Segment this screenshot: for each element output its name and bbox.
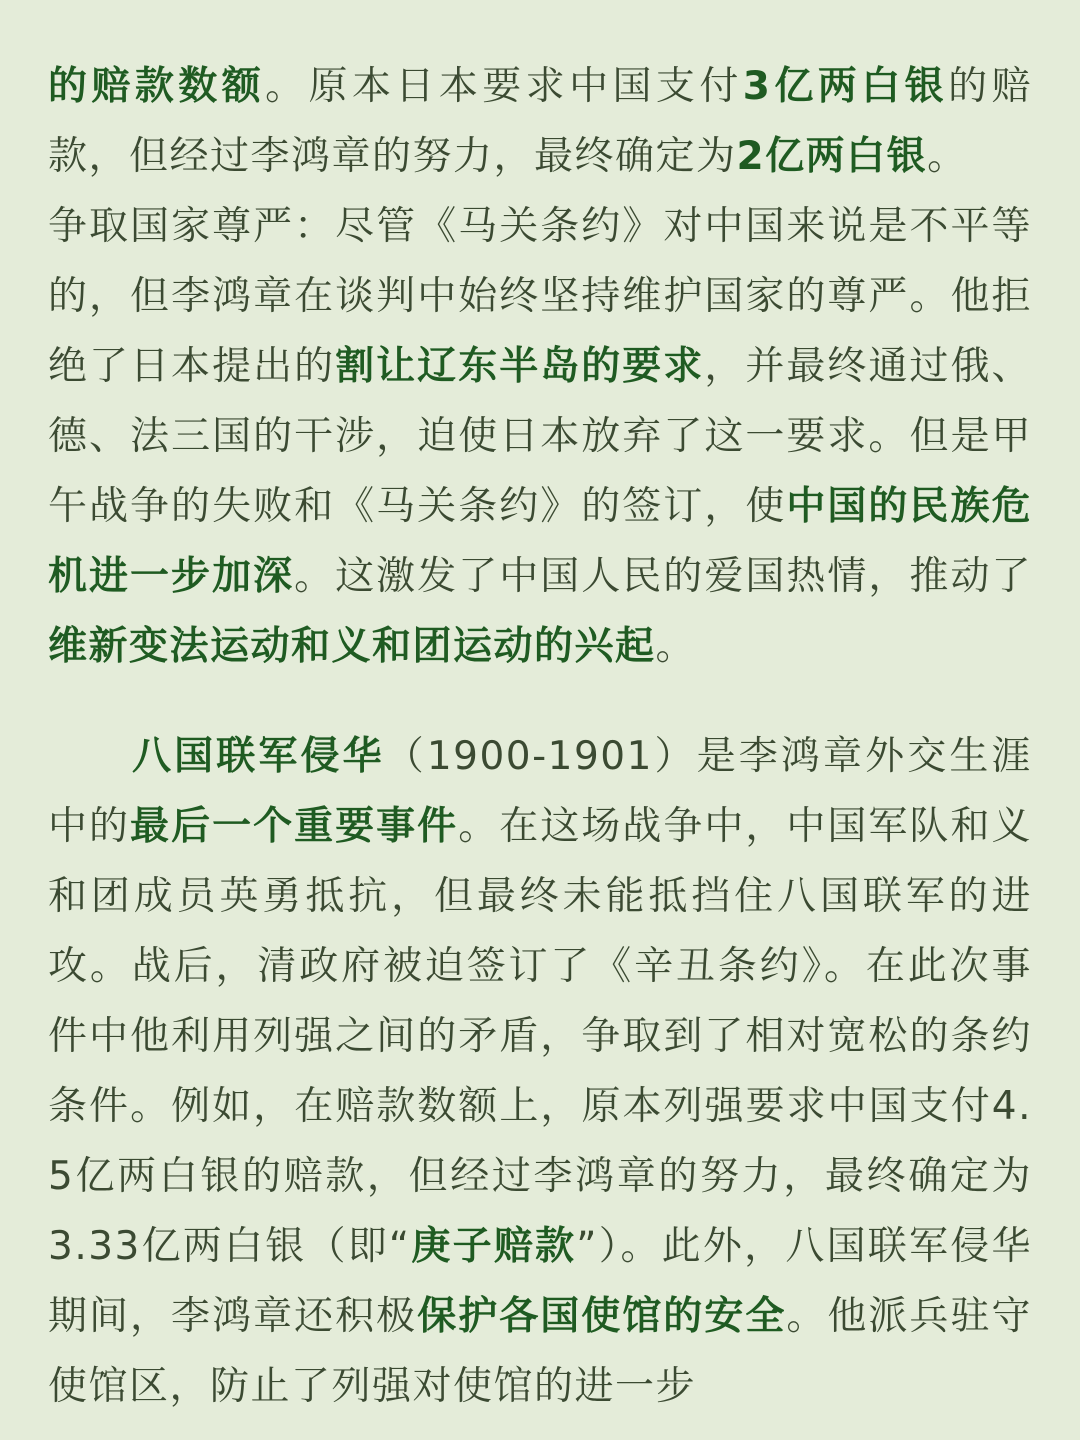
body-text: 。 — [655, 624, 697, 669]
body-text: 争取国家尊严：尽管《马关条约》对中国来说是不平等的，但李鸿章在谈判中始终坚持维护国家的尊严。他拒绝了日本提出的 — [48, 204, 1032, 389]
bold-text: 庚子赔款 — [410, 1224, 577, 1269]
bold-text: 割让辽东半岛的要求 — [335, 344, 705, 389]
body-text: 。在这场战争中，中国军队和义和团成员英勇抵抗，但最终未能抵挡住八国联军的进攻。战后，清政府被迫签订了《辛丑条约》。在此次事件中他利用列强之间的矛盾，争取到了相对宽松的条约条件。例如，在赔款数额上，原本列强要求中国支付4.5亿两白银的赔款，但经过李鸿章的努力，最终确定为3.33亿两白银（即“ — [48, 804, 1032, 1269]
bold-text: 3亿两白银 — [742, 64, 949, 109]
paragraph-eight-nation-alliance — [48, 722, 1032, 1422]
body-text: 。他派兵驻守使馆区，防止了列强对使馆的进一步 — [48, 1294, 1032, 1409]
paragraph-indemnity — [48, 52, 1032, 192]
body-text: （1900-1901）是李鸿章外交生涯中的 — [48, 734, 1032, 849]
bold-text: 中国的民族危机进一步加深 — [48, 484, 1032, 599]
bold-text: 的赔款数额 — [48, 64, 266, 109]
body-text: 。 — [927, 134, 968, 179]
body-text: 。原本日本要求中国支付 — [265, 64, 743, 109]
bold-text: 八国联军侵华 — [132, 734, 385, 779]
body-text: 的赔款，但经过李鸿章的努力，最终确定为 — [48, 64, 1032, 179]
bold-text: 保护各国使馆的安全 — [417, 1294, 787, 1339]
bold-text: 维新变法运动和义和团运动的兴起 — [48, 624, 656, 669]
bold-text: 最后一个重要事件 — [130, 804, 459, 849]
bold-text: 2亿两白银 — [736, 134, 928, 179]
body-text: ”）。此外，八国联军侵华期间，李鸿章还积极 — [48, 1224, 1032, 1339]
paragraph-dignity — [48, 192, 1032, 682]
body-text: 。这激发了中国人民的爱国热情，推动了 — [294, 554, 1032, 599]
body-text: ，并最终通过俄、德、法三国的干涉，迫使日本放弃了这一要求。但是甲午战争的失败和《马关条约》的签订，使 — [48, 344, 1032, 529]
